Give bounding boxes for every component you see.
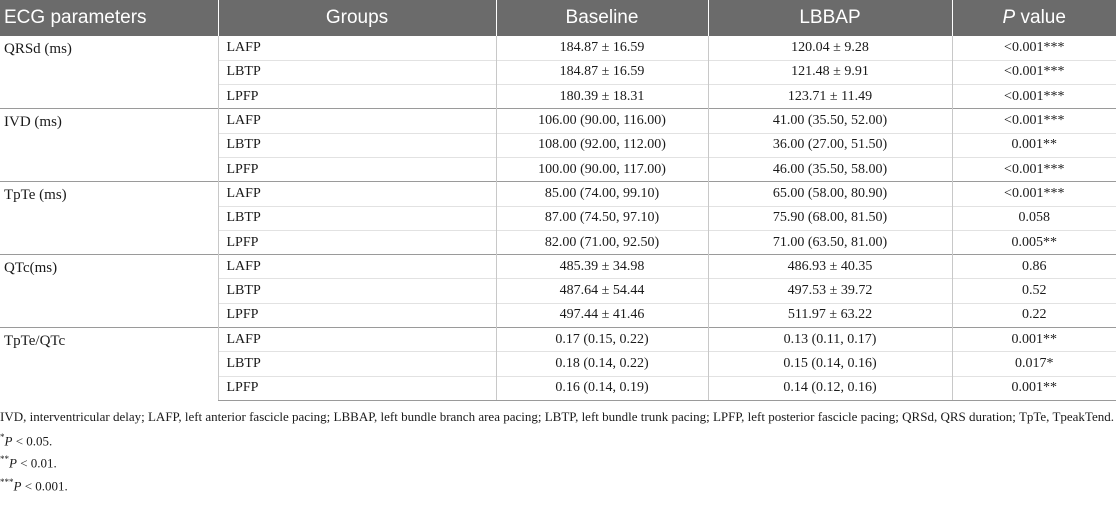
baseline-cell: 487.64 ± 54.44 (496, 279, 708, 303)
lbbap-cell: 0.13 (0.11, 0.17) (708, 328, 952, 352)
lbbap-cell: 121.48 ± 9.91 (708, 60, 952, 84)
lbbap-cell: 41.00 (35.50, 52.00) (708, 109, 952, 133)
group-cell: LPFP (218, 303, 496, 327)
footnote-p: P (9, 455, 17, 471)
group-cell: LAFP (218, 109, 496, 133)
group-cell: LBTP (218, 352, 496, 376)
table-row (0, 328, 1116, 352)
group-cell: LAFP (218, 182, 496, 206)
group-cell: LBTP (218, 206, 496, 230)
group-cell: LPFP (218, 230, 496, 254)
baseline-cell: 106.00 (90.00, 116.00) (496, 109, 708, 133)
header-p-value (952, 0, 1116, 36)
baseline-cell: 87.00 (74.50, 97.10) (496, 206, 708, 230)
group-cell: LAFP (218, 36, 496, 60)
abbreviations-note: IVD, interventricular delay; LAFP, left anterior fascicle pacing; LBBAP, left bundle branch area pacing; LBTP, left bundle trunk pacing; LPFP, left posterior fascicle pacing; QRSd, QRS duration; TpTe, TpeakTend. (0, 408, 1114, 424)
p-value-cell: 0.005** (952, 230, 1116, 254)
group-cell: LAFP (218, 255, 496, 279)
p-value-cell: <0.001*** (952, 157, 1116, 181)
baseline-cell: 0.17 (0.15, 0.22) (496, 328, 708, 352)
table-row (0, 109, 1116, 133)
baseline-cell: 180.39 ± 18.31 (496, 85, 708, 109)
footnote-mark: * (0, 431, 5, 442)
header-p-suffix: value (1015, 7, 1066, 28)
group-cell: LPFP (218, 376, 496, 400)
group-cell: LBTP (218, 279, 496, 303)
p-value-cell: 0.058 (952, 206, 1116, 230)
baseline-cell: 82.00 (71.00, 92.50) (496, 230, 708, 254)
lbbap-cell: 497.53 ± 39.72 (708, 279, 952, 303)
lbbap-cell: 486.93 ± 40.35 (708, 255, 952, 279)
p-value-cell: 0.017* (952, 352, 1116, 376)
group-cell: LBTP (218, 60, 496, 84)
table-body (0, 36, 1116, 400)
p-value-cell: 0.52 (952, 279, 1116, 303)
p-value-cell: 0.001** (952, 133, 1116, 157)
p-value-cell: <0.001*** (952, 85, 1116, 109)
group-cell: LPFP (218, 85, 496, 109)
lbbap-cell: 65.00 (58.00, 80.90) (708, 182, 952, 206)
table-footnotes (0, 401, 1116, 495)
lbbap-cell: 71.00 (63.50, 81.00) (708, 230, 952, 254)
group-cell: LAFP (218, 328, 496, 352)
lbbap-cell: 123.71 ± 11.49 (708, 85, 952, 109)
footnote-p: P (4, 433, 13, 449)
baseline-cell: 85.00 (74.00, 99.10) (496, 182, 708, 206)
table-row (0, 255, 1116, 279)
param-cell: IVD (ms) (0, 109, 218, 182)
footnote-significance-3 (0, 473, 1116, 495)
baseline-cell: 108.00 (92.00, 112.00) (496, 133, 708, 157)
p-value-cell: 0.001** (952, 376, 1116, 400)
header-lbbap: LBBAP (708, 0, 952, 36)
baseline-cell: 0.16 (0.14, 0.19) (496, 376, 708, 400)
baseline-cell: 0.18 (0.14, 0.22) (496, 352, 708, 376)
p-value-cell: 0.22 (952, 303, 1116, 327)
baseline-cell: 184.87 ± 16.59 (496, 60, 708, 84)
param-cell: TpTe (ms) (0, 182, 218, 255)
header-row (0, 0, 1116, 36)
header-p-letter: P (1002, 7, 1016, 28)
lbbap-cell: 46.00 (35.50, 58.00) (708, 157, 952, 181)
param-cell: QRSd (ms) (4, 41, 72, 57)
group-cell: LPFP (218, 157, 496, 181)
lbbap-cell: 75.90 (68.00, 81.50) (708, 206, 952, 230)
table-row (0, 36, 1116, 60)
lbbap-cell: 0.14 (0.12, 0.16) (708, 376, 952, 400)
footnote-significance-1 (0, 428, 1116, 450)
p-value-cell: <0.001*** (952, 182, 1116, 206)
footnote-significance-2 (0, 450, 1116, 472)
lbbap-cell: 0.15 (0.14, 0.16) (708, 352, 952, 376)
header-baseline: Baseline (496, 0, 708, 36)
header-groups: Groups (218, 0, 496, 36)
footnote-mark: *** (0, 476, 14, 487)
baseline-cell: 100.00 (90.00, 117.00) (496, 157, 708, 181)
table-row (0, 182, 1116, 206)
footnote-text: < 0.05. (12, 433, 53, 449)
p-value-cell: <0.001*** (952, 109, 1116, 133)
p-value-cell: <0.001*** (952, 60, 1116, 84)
footnote-text: < 0.01. (16, 455, 57, 471)
group-cell: LBTP (218, 133, 496, 157)
p-value-cell: <0.001*** (952, 36, 1116, 60)
p-value-cell: 0.001** (952, 328, 1116, 352)
param-cell: QTc(ms) (0, 255, 218, 328)
baseline-cell: 485.39 ± 34.98 (496, 255, 708, 279)
param-cell: TpTe/QTc (0, 328, 218, 401)
lbbap-cell: 120.04 ± 9.28 (708, 36, 952, 60)
baseline-cell: 184.87 ± 16.59 (496, 36, 708, 60)
footnote-p: P (13, 477, 22, 493)
baseline-cell: 497.44 ± 41.46 (496, 303, 708, 327)
lbbap-cell: 36.00 (27.00, 51.50) (708, 133, 952, 157)
p-value-cell: 0.86 (952, 255, 1116, 279)
footnote-text: < 0.001. (21, 477, 68, 493)
lbbap-cell: 511.97 ± 63.22 (708, 303, 952, 327)
footnote-mark: ** (0, 454, 9, 465)
header-ecg-parameters: ECG parameters (0, 0, 218, 36)
